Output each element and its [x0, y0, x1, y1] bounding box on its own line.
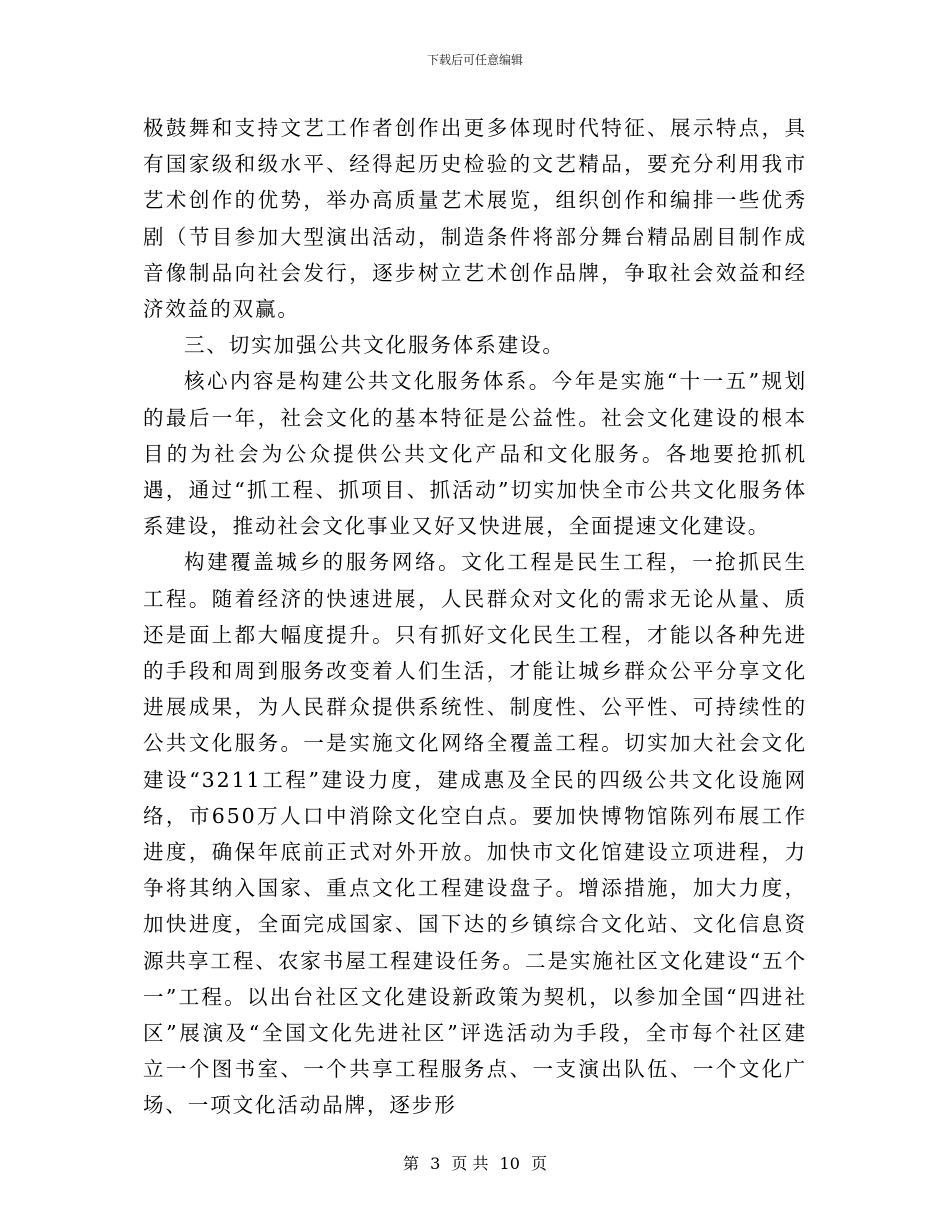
page-footer	[0, 1154, 950, 1174]
page-header: 下载后可任意编辑	[426, 53, 523, 67]
footer-middle: 页 共	[451, 1154, 489, 1173]
document-body	[143, 110, 807, 1124]
footer-suffix: 页	[531, 1154, 548, 1173]
paragraph: 核心内容是构建公共文化服务体系。今年是实施“十一五”规划的最后一年，社会文化的基本特征是公益性。社会文化建设的根本目的为社会为公众提供公共文化产品和文化服务。各地要抢抓机遇，通过“抓工程、抓项目、抓活动”切实加快全市公共文化服务体系建设，推动社会文化事业又好又快进展，全面提速文化建设。	[143, 369, 807, 539]
paragraph: 构建覆盖城乡的服务网络。文化工程是民生工程，一抢抓民生工程。随着经济的快速进展，人民群众对文化的需求无论从量、质还是面上都大幅度提升。只有抓好文化民生工程，才能以各种先进的手段和周到服务改变着人们生活，才能让城乡群众公平分享文化进展成果，为人民群众提供系统性、制度性、公平性、可持续性的公共文化服务。一是实施文化网络全覆盖工程。切实加大社会文化建设“3211工程”建设力度，建成惠及全民的四级公共文化设施网络，市650万人口中消除文化空白点。要加快博物馆陈列布展工作进度，确保年底前正式对外开放。加快市文化馆建设立项进程，力争将其纳入国家、重点文化工程建设盘子。增添措施，加大力度，加快进度，全面完成国家、国下达的乡镇综合文化站、文化信息资源共享工程、农家书屋工程建设任务。二是实施社区文化建设“五个一”工程。以出台社区文化建设新政策为契机，以参加全国“四进社区”展演及“全国文化先进社区”评选活动为手段，全市每个社区建立一个图书室、一个共享工程服务点、一支演出队伍、一个文化广场、一项文化活动品牌，逐步形	[143, 550, 807, 1118]
total-pages-number: 10	[499, 1154, 520, 1173]
paragraph-continued: 极鼓舞和支持文艺工作者创作出更多体现时代特征、展示特点，具有国家级和级水平、经得起历史检验的文艺精品，要充分利用我市艺术创作的优势，举办高质量艺术展览，组织创作和编排一些优秀剧（节目参加大型演出活动，制造条件将部分舞台精品剧目制作成音像制品向社会发行，逐步树立艺术创作品牌，争取社会效益和经济效益的双赢。	[143, 116, 807, 322]
current-page-number: 3	[430, 1154, 441, 1173]
section-heading: 三、切实加强公共文化服务体系建设。	[184, 333, 565, 358]
footer-prefix: 第	[402, 1154, 419, 1173]
